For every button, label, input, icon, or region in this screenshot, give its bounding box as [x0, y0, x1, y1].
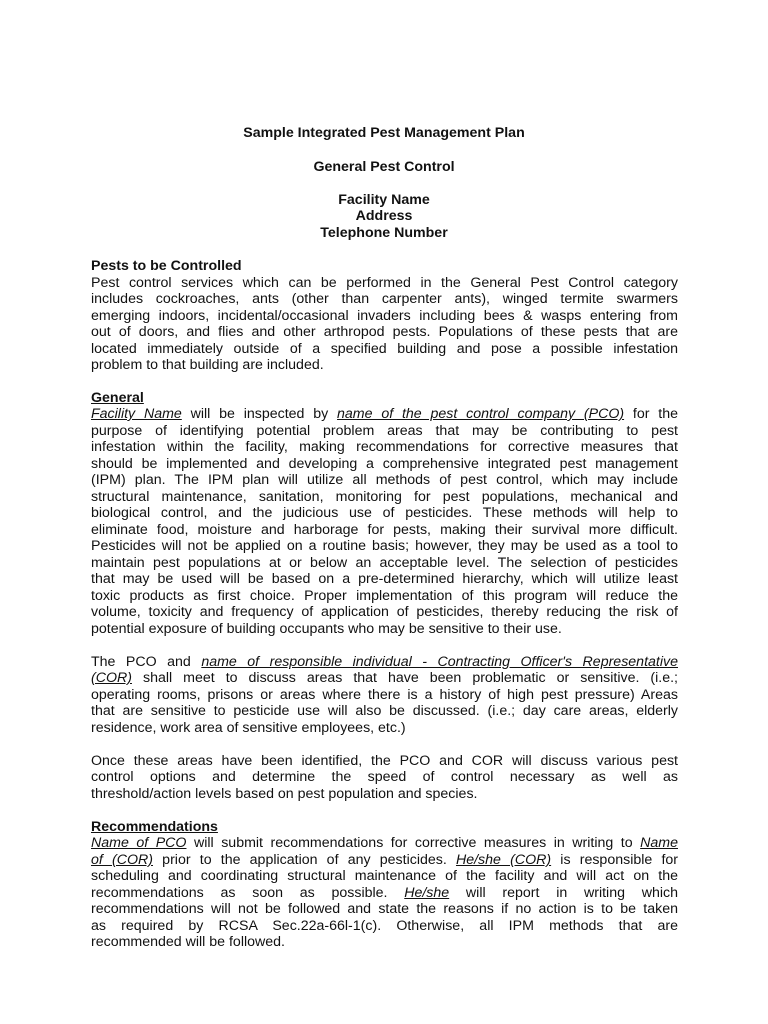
- cor-field: (COR): [91, 670, 132, 686]
- general-paragraph-line: infestation within the facility, making recommendations for corrective measures that: [91, 439, 678, 455]
- recommendations-paragraph-line: recommended will be followed.: [91, 934, 285, 950]
- text-segment: will report in writing which: [449, 885, 678, 901]
- recommendations-paragraph-line: scheduling and coordinating structural maintenance of the facility and will act on the: [91, 868, 678, 884]
- text-segment: is responsible for: [551, 852, 679, 868]
- general-paragraph-line: volume, toxicity and frequency of application of pesticides, thereby reducing the risk of: [91, 604, 678, 620]
- text-segment: The PCO and: [91, 654, 202, 670]
- pests-paragraph-line: Pest control services which can be performed in the General Pest Control category: [91, 275, 678, 291]
- recommendations-heading: Recommendations: [91, 819, 218, 835]
- general-paragraph-line: that may be used will be based on a pre-determined hierarchy, which will utilize least: [91, 571, 678, 587]
- he-she-cor-field: He/she (COR): [455, 852, 552, 868]
- once-paragraph-line: control options and determine the speed of control necessary as well as: [91, 769, 678, 785]
- pco-paragraph-line: [91, 670, 678, 687]
- pests-paragraph-line: located immediately outside of a specified building and pose a possible infestation: [91, 341, 678, 357]
- text-segment: prior to the application of any pesticides.: [153, 852, 456, 868]
- recommendations-paragraph-line: recommendations will not be followed and state the reasons if no action is to be taken: [91, 901, 678, 917]
- text-segment: will submit recommendations for corrective measures in writing to: [186, 835, 641, 851]
- general-paragraph-line: (IPM) plan. The IPM plan will utilize all methods of pest control, which may include: [91, 472, 678, 488]
- pests-paragraph-line: out of doors, and flies and other arthropod pests. Populations of these pests that are: [91, 324, 678, 340]
- text-segment: shall meet to discuss areas that have been problematic or sensitive. (i.e.;: [131, 670, 678, 686]
- general-paragraph-line: maintain pest populations at or below an acceptable level. The selection of pesticides: [91, 555, 678, 571]
- once-paragraph-line: threshold/action levels based on pest population and species.: [91, 786, 478, 802]
- pco-paragraph-line: operating rooms, prisons or areas where there is a history of high pest pressure) Areas: [91, 687, 678, 703]
- pests-paragraph-line: emerging indoors, incidental/occasional invaders including bees & wasps entering from: [91, 308, 678, 324]
- cor-name-field: Name: [640, 835, 678, 851]
- general-paragraph-line: toxic products as first choice. Proper implementation of this program will reduce the: [91, 588, 678, 604]
- document-title: Sample Integrated Pest Management Plan: [243, 125, 525, 141]
- pco-paragraph-line: that are sensitive to pesticide use will also be discussed. (i.e.; day care areas, elderly: [91, 703, 678, 719]
- general-paragraph-line: eliminate food, moisture and harborage for pests, making their survival more difficult.: [91, 522, 678, 538]
- pco-paragraph-line: [91, 654, 678, 671]
- facility-name-heading: Facility Name: [338, 192, 430, 208]
- address-heading: Address: [355, 208, 413, 224]
- general-paragraph-line: potential exposure of building occupants who may be sensitive to their use.: [91, 621, 562, 637]
- recommendations-paragraph-line: [91, 835, 678, 852]
- once-paragraph-line: Once these areas have been identified, the PCO and COR will discuss various pest: [91, 753, 678, 769]
- text-segment: will be inspected by: [181, 406, 338, 422]
- pests-paragraph-line: includes cockroaches, ants (other than carpenter ants), winged termite swarmers: [91, 291, 678, 307]
- pests-paragraph-line: problem to that building are included.: [91, 357, 324, 373]
- text-segment: for the: [624, 406, 678, 422]
- general-paragraph-line: should be implemented and developing a comprehensive integrated pest management: [91, 456, 678, 472]
- text-segment: recommendations as soon as possible.: [91, 885, 405, 901]
- he-she-field: He/she: [404, 885, 450, 901]
- general-paragraph-line: Pesticides will not be applied on a routine basis; however, they may be used as a tool to: [91, 538, 678, 554]
- general-paragraph-line: structural maintenance, sanitation, monitoring for pest populations, mechanical and: [91, 489, 678, 505]
- recommendations-paragraph-line: as required by RCSA Sec.22a-66l-1(c). Otherwise, all IPM methods that are: [91, 918, 678, 934]
- pco-name-field: Name of PCO: [91, 835, 187, 851]
- general-paragraph-line: biological control, and the judicious use of pesticides. These methods will help to: [91, 505, 678, 521]
- cor-name-field: name of responsible individual - Contracting Officer's Representative: [201, 654, 678, 670]
- pco-paragraph-line: residence, work area of sensitive employees, etc.): [91, 720, 406, 736]
- pests-heading: Pests to be Controlled: [91, 258, 242, 274]
- cor-name-field: of (COR): [91, 852, 153, 868]
- telephone-heading: Telephone Number: [320, 225, 448, 241]
- facility-name-field: Facility Name: [91, 406, 182, 422]
- general-heading: General: [91, 390, 144, 406]
- pco-name-field: name of the pest control company (PCO): [337, 406, 625, 422]
- recommendations-paragraph-line: [91, 885, 678, 902]
- general-paragraph-line: [91, 406, 678, 423]
- document-subtitle: General Pest Control: [313, 159, 455, 175]
- general-paragraph-line: purpose of identifying potential problem areas that may be contributing to pest: [91, 423, 678, 439]
- recommendations-paragraph-line: [91, 852, 678, 869]
